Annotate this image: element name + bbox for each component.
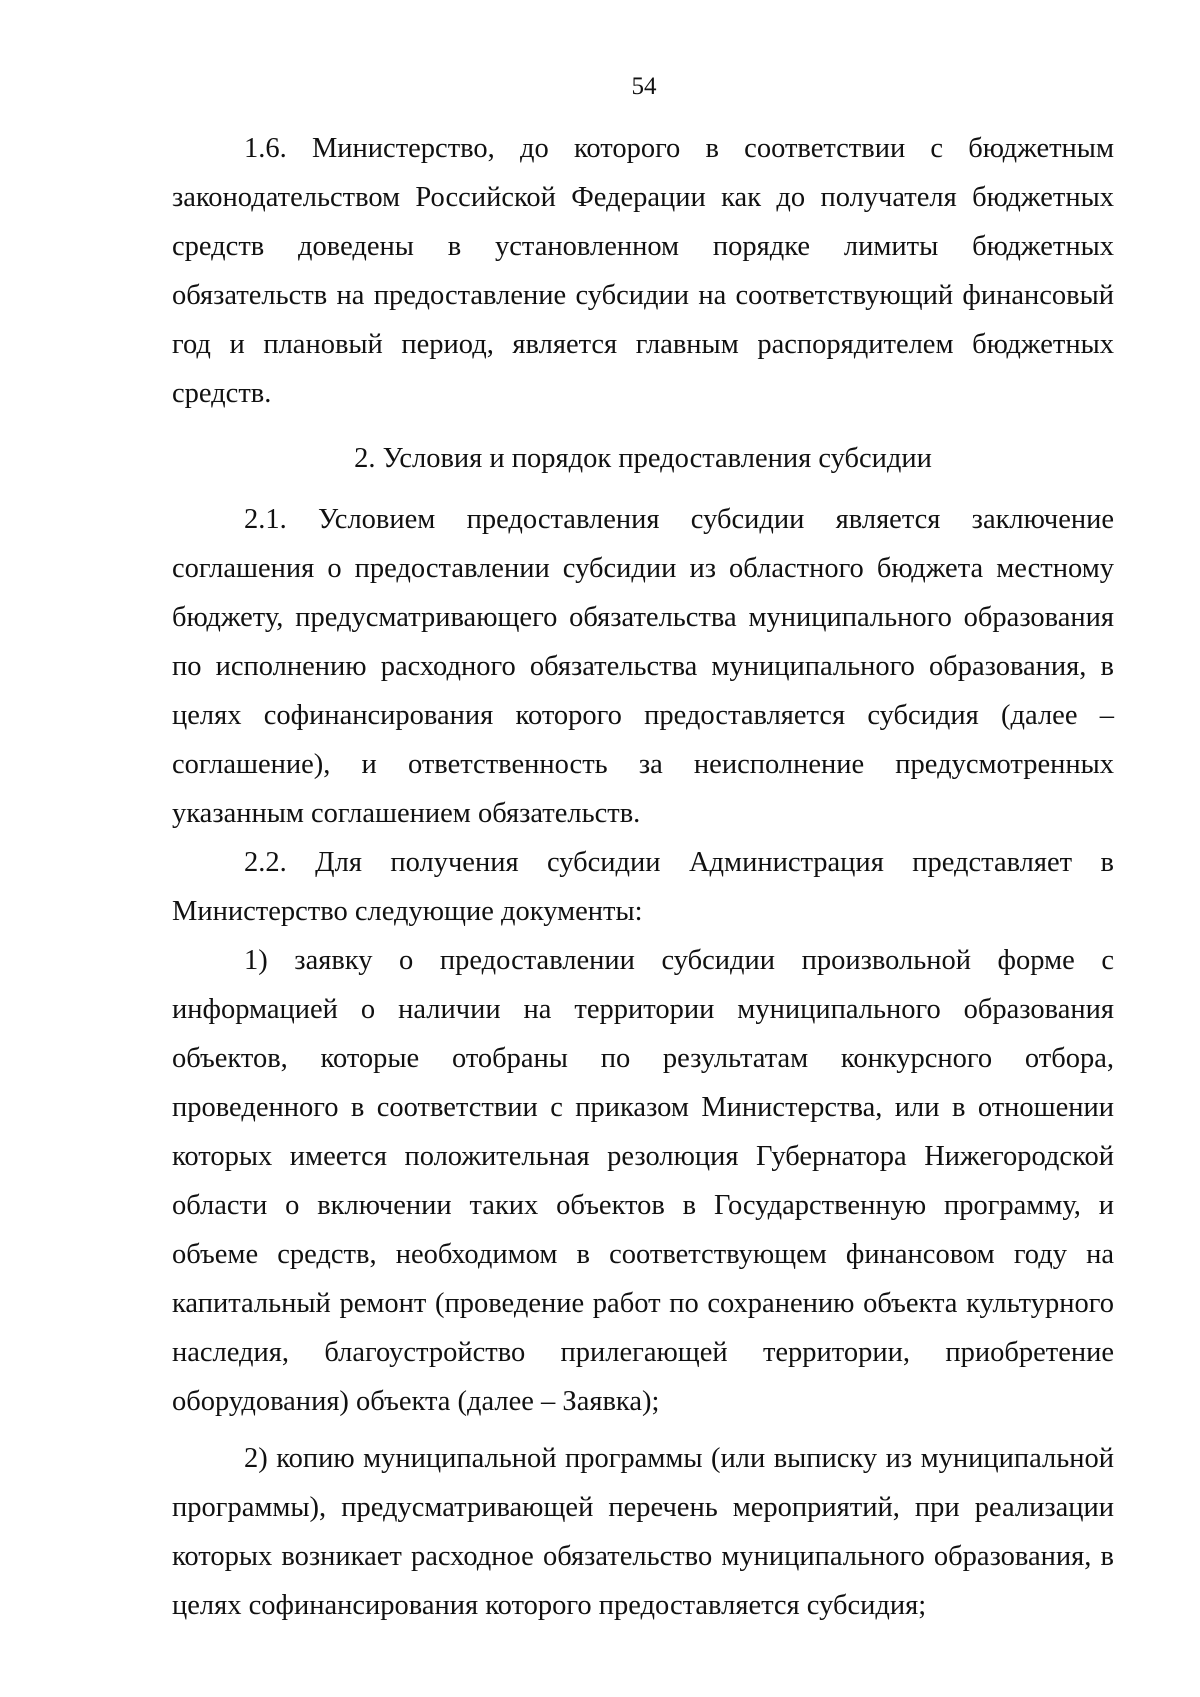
paragraph-2-1: 2.1. Условием предоставления субсидии является заключение соглашения о предоставлении субсидии из областного бюджета местному бюджету, предусматривающего обязательства муниципального образования по исполнению расходного обязательства муниципального образования, в целях софинансирования которого предоставляется субсидия (далее – соглашение), и ответственность за неисполнение предусмотренных указанным соглашением обязательств. — [172, 504, 1114, 829]
list-item-2: 2) копию муниципальной программы (или выписку из муниципальной программы), предусматривающей перечень мероприятий, при реализации которых возникает расходное обязательство муниципального образования, в целях софинансирования которого предоставляется субсидия; — [172, 1443, 1114, 1621]
section-2-heading: 2. Условия и порядок предоставления субсидии — [354, 443, 932, 474]
paragraph-2-2: 2.2. Для получения субсидии Администрация представляет в Министерство следующие документы: — [172, 847, 1114, 927]
document-body — [172, 124, 1114, 1630]
list-item-1: 1) заявку о предоставлении субсидии произвольной форме с информацией о наличии на территории муниципального образования объектов, которые отобраны по результатам конкурсного отбора, проведенного в соответствии с приказом Министерства, или в отношении которых имеется положительная резолюция Губернатора Нижегородской области о включении таких объектов в Государственную программу, и объеме средств, необходимом в соответствующем финансовом году на капитальный ремонт (проведение работ по сохранению объекта культурного наследия, благоустройство прилегающей территории, приобретение оборудования) объекта (далее – Заявка); — [172, 945, 1114, 1417]
page-number: 54 — [631, 73, 657, 100]
paragraph-1-6: 1.6. Министерство, до которого в соответствии с бюджетным законодательством Российской Федерации как до получателя бюджетных средств доведены в установленном порядке лимиты бюджетных обязательств на предоставление субсидии на соответствующий финансовый год и плановый период, является главным распорядителем бюджетных средств. — [172, 133, 1114, 409]
